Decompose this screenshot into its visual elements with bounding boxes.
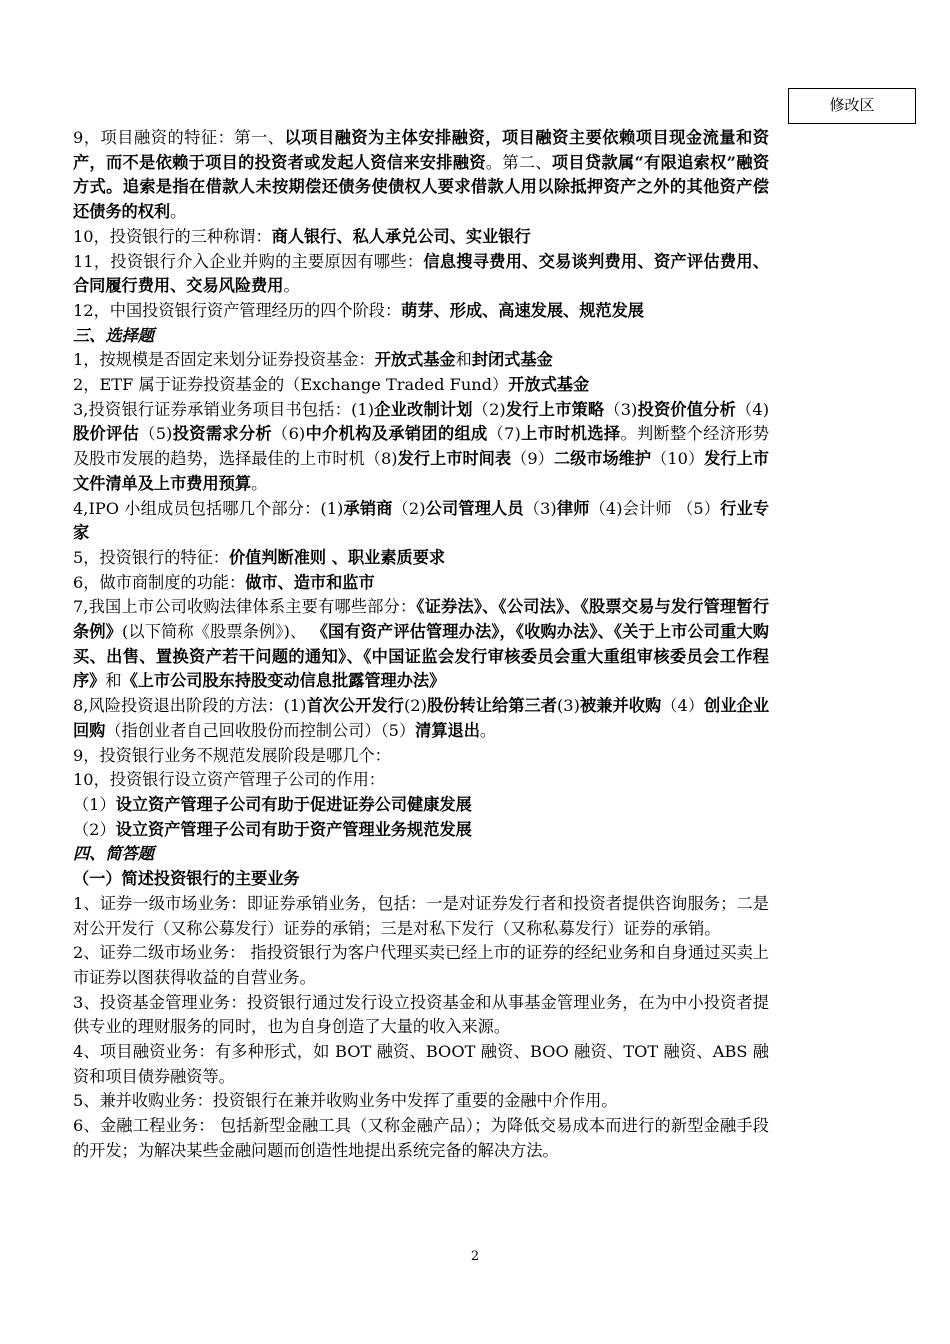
bold-text: 承销商 [343,498,393,518]
section-heading [73,842,769,867]
text: （2) [392,498,426,518]
section-heading [73,324,769,349]
bold-text: 股份转让给第三者 [426,696,557,716]
bold-text: 《国有资产评估管理办法》，《收购办法》、《关于上市公司重大购买、出售、置换资产若干问题的通知》、《中国证监会发行审核委员会重大重组审核委员会工作程序》 [73,622,769,691]
bold-text: 开放式基金 [508,375,590,395]
paragraph [73,1114,769,1163]
paragraph [73,744,769,769]
paragraph [73,373,769,398]
bold-text: 做市、造市和监市 [245,572,375,592]
text: （1） [73,794,116,814]
bold-text: 以项目融资为主体安排融资，项目融资主要依赖项目现金流量和资产，而不是依赖于项目的投资者或发起人资信来安排融资 [73,128,769,172]
text: 5、兼并收购业务：投资银行在兼并收购业务中发挥了重要的金融中介作用。 [73,1091,618,1111]
bold-text: 发行上市文件清单及上市费用预算 [73,449,769,493]
text: 4、项目融资业务：有多种形式，如 BOT 融资、BOOT 融资、BOO 融资、TOT 融资、ABS 融资和项目债券融资等。 [73,1042,769,1086]
text: （6) [272,424,306,444]
text: （9） [511,449,554,469]
bold-text: 股价评估 [73,424,140,444]
bold-text: 企业改制计划 [374,399,473,419]
bold-text: 发行上市策略 [505,399,605,419]
text: 和 [105,671,122,691]
bold-text: 开放式基金 [374,350,456,370]
paragraph [73,768,769,793]
paragraph [73,1089,769,1114]
text: 。 [283,276,300,296]
bold-text: 行业专家 [73,498,770,543]
text: （7) [487,424,521,444]
paragraph [73,991,769,1040]
text: 3,投资银行证券承销业务项目书包括：(1) [73,399,375,419]
text: 和 [455,350,472,370]
paragraph [73,225,769,250]
paragraph [73,793,769,818]
text: （3) [523,498,557,518]
text: 3、投资基金管理业务：投资银行通过发行设立投资基金和从事基金管理业务，在为中小投资者提供专业的理财服务的同时，也为自身创造了大量的收入来源。 [73,992,769,1037]
sub-heading [73,867,769,892]
paragraph [73,941,769,990]
bold-text: 中介机构及承销团的组成 [305,424,488,444]
bold-text: 《证券法》、《公司法》、《股票交易与发行管理暂行条例》 [73,597,770,642]
text: （10） [651,449,705,469]
text: 9，投资银行业务不规范发展阶段是哪几个： [73,745,391,765]
paragraph [73,694,769,743]
text: 四、简答题 [73,844,154,864]
document-body [73,126,769,1164]
bold-text: 创业企业回购 [73,696,770,740]
text: （3) [604,399,638,419]
text: （5) [139,424,173,444]
text: 9，项目融资的特征：第一、 [73,128,285,147]
text: （指创业者自己回收股份而控制公司）（5） [105,720,416,740]
text: 11，投资银行介入企业并购的主要原因有哪些： [73,251,424,271]
text: （一）简述投资银行的主要业务 [73,869,300,889]
text: (2) [403,696,427,716]
paragraph [73,250,769,299]
paragraph [73,126,769,225]
bold-text: 价值判断准则 、职业素质要求 [229,547,446,567]
text: 1，按规模是否固定来划分证券投资基金： [73,350,375,370]
paragraph [73,595,769,694]
edit-area-box: 修改区 [788,88,916,124]
text: 6、金融工程业务： 包括新型金融工具（又称金融产品）；为降低交易成本而进行的新型金融手段的开发；为解决某些金融问题而创造性地提出系统完备的解决方法。 [73,1116,769,1160]
paragraph [73,818,769,843]
bold-text: 《上市公司股东持股变动信息批露管理办法》 [121,671,446,691]
text: 10，投资银行的三种称谓： [73,226,272,246]
text: （4)会计师 （5） [589,498,721,518]
text: 。 [251,473,268,493]
text: 。 [170,202,187,222]
paragraph [73,398,769,497]
text: 三、选择题 [73,325,154,345]
text: 4,IPO 小组成员包括哪几个部分：(1) [73,498,344,518]
text: （4） [661,696,705,716]
bold-text: 公司管理人员 [425,498,524,518]
text: 12，中国投资银行资产管理经历的四个阶段： [73,300,402,320]
paragraph [73,571,769,596]
paragraph [73,348,769,373]
bold-text: 上市时机选择 [520,424,621,444]
bold-text: 商人银行、私人承兑公司、实业银行 [271,226,531,246]
page-number: 2 [470,1249,480,1264]
bold-text: 投资需求分析 [172,424,273,444]
bold-text: 信息搜寻费用、交易谈判费用、资产评估费用、合同履行费用、交易风险费用 [73,251,769,296]
paragraph [73,299,769,324]
paragraph [73,1040,769,1089]
bold-text: 二级市场维护 [553,449,652,469]
text: 2、证券二级市场业务： 指投资银行为客户代理买卖已经上市的证券的经纪业务和自身通过买卖上市证券以图获得收益的自营业务。 [73,943,769,987]
text: 。 [479,720,497,740]
bold-text: 清算退出 [415,720,480,740]
bold-text: 被兼并收购 [579,696,662,716]
paragraph [73,892,769,941]
bold-text: 项目贷款属“有限追索权”融资方式。追索是指在借款人未按期偿还债务使债权人要求借款人用以除抵押资产之外的其他资产偿还债务的权利 [73,152,770,222]
text: 8,风险投资退出阶段的方法：(1) [73,696,307,716]
bold-text: 投资价值分析 [637,399,737,419]
text: 。判断整个经济形势及股市发展的趋势，选择最佳的上市时机（8) [73,424,770,469]
text: （2） [73,819,116,839]
text: 7,我国上市公司收购法律体系主要有哪些部分： [73,597,417,617]
text: 1、证券一级市场业务：即证券承销业务，包括：一是对证券发行者和投资者提供咨询服务；二是对公开发行（又称公募发行）证券的承销；三是对私下发行（又称私募发行）证券的承销。 [73,893,769,938]
bold-text: 设立资产管理子公司有助于促进证券公司健康发展 [115,794,472,814]
text: (以下简称《股票条例》)、 [121,622,312,642]
paragraph [73,546,769,571]
bold-text: 发行上市时间表 [397,449,512,469]
text: 6，做市商制度的功能： [73,572,246,592]
bold-text: 律师 [556,498,590,518]
text: 5，投资银行的特征： [73,547,229,567]
text: （4) [736,399,770,419]
text: （2) [472,399,506,419]
bold-text: 首次公开发行 [306,696,404,716]
text: (3) [556,696,580,716]
text: 。第二、 [485,152,552,172]
text: 2，ETF 属于证券投资基金的（Exchange Traded Fund） [73,375,509,395]
text: 10，投资银行设立资产管理子公司的作用： [73,770,385,790]
bold-text: 封闭式基金 [471,350,553,370]
bold-text: 萌芽、形成、高速发展、规范发展 [401,300,644,320]
bold-text: 设立资产管理子公司有助于资产管理业务规范发展 [115,819,472,839]
paragraph [73,497,769,546]
